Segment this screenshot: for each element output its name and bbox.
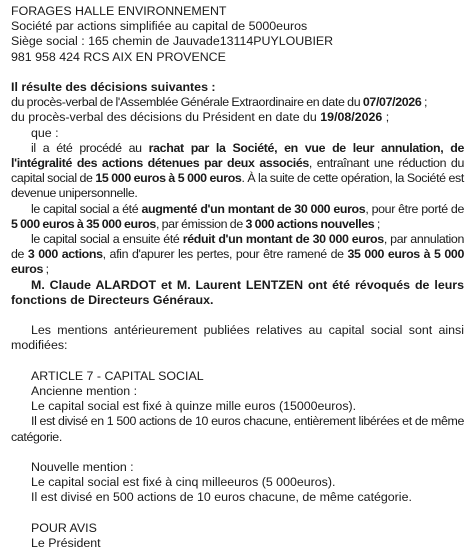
legal-form: Société par actions simplifiée au capital de 5000euros: [11, 19, 308, 34]
reduction-text-1: le capital social a ensuite été: [31, 232, 183, 247]
decision-source-president: [11, 110, 464, 125]
decision-item-buyback: [11, 141, 464, 202]
spacer: [11, 506, 464, 521]
reduction-text-2: , par annulation de: [11, 232, 464, 262]
buyback-text-1: il a été procédé au: [31, 140, 149, 155]
increase-text-1: le capital social a été: [31, 201, 142, 216]
buyback-bold-1: rachat par la Société, en vue de leur annulation, de l'intégralité des actions détenues par deux associés: [11, 140, 464, 171]
decisions-heading: [11, 80, 464, 95]
closing-pour-avis: POUR AVIS: [31, 520, 97, 535]
reduction-bold-2: 3 000 actions: [27, 247, 103, 262]
spacer: [11, 308, 464, 323]
signatory: Le Président: [31, 536, 101, 551]
spacer: [11, 65, 464, 80]
decision-item-revocation: [11, 278, 464, 308]
source-president-text: du procès-verbal des décisions du Président en date du: [11, 110, 321, 125]
revocation-bold: M. Claude ALARDOT et M. Laurent LENTZEN ont été révoqués de leurs fonctions de Directeurs Généraux.: [11, 277, 464, 307]
source-president-end: ;: [382, 110, 390, 125]
head-office: Siège social : 165 chemin de Jauvade13114PUYLOUBIER: [11, 34, 334, 49]
spacer: [11, 445, 464, 460]
buyback-bold-2: 15 000 euros à 5 000 euros: [95, 171, 242, 186]
buyback-text-2: , entraînant une réduction du capital social de: [11, 156, 464, 186]
modifications-intro: Les mentions antérieurement publiées relatives au capital social sont ainsi modifiées:: [11, 323, 464, 353]
registration-number: 981 958 424 RCS AIX EN PROVENCE: [11, 49, 226, 64]
increase-bold-1: augmenté d'un montant de 30 000 euros: [141, 201, 366, 216]
buyback-text-3: . À la suite de cette opération, la Société est devenue unipersonnelle.: [11, 171, 464, 201]
company-name: FORAGES HALLE ENVIRONNEMENT: [11, 4, 227, 18]
reduction-bold-3: 35 000 euros à 5 000 euros: [11, 247, 464, 277]
que-label: que :: [31, 125, 59, 140]
new-mention-shares: Il est divisé en 500 actions de 10 euros chacune, de même catégorie.: [31, 490, 412, 505]
decision-item-reduction: [11, 232, 464, 278]
old-mention-label: Ancienne mention :: [31, 384, 138, 399]
reduction-text-3: , afin d'apurer les pertes, pour être ramené de: [102, 247, 348, 262]
new-mention-capital: Le capital social est fixé à cinq milleeuros (5 000euros).: [31, 475, 336, 490]
decision-item-increase: [11, 202, 464, 232]
source-agm-text: du procès-verbal de l'Assemblée Générale Extraordinaire en date du: [11, 95, 363, 110]
increase-text-2: , pour être porté de: [365, 201, 464, 216]
article-title: ARTICLE 7 - CAPITAL SOCIAL: [31, 368, 204, 383]
source-president-date: 19/08/2026: [320, 110, 383, 125]
reduction-text-4: ;: [43, 262, 49, 277]
increase-bold-3: 3 000 actions nouvelles: [245, 216, 375, 231]
source-agm-date: 07/07/2026: [362, 95, 422, 110]
old-mention-shares: Il est divisé en 1 500 actions de 10 euros chacune, entièrement libérées et de même catégorie.: [11, 414, 464, 444]
new-mention-label: Nouvelle mention :: [31, 460, 134, 475]
decisions-heading-text: Il résulte des décisions suivantes :: [11, 80, 216, 94]
old-mention-capital: Le capital social est fixé à quinze mille euros (15000euros).: [31, 399, 357, 414]
increase-text-3: , par émission de: [155, 216, 246, 231]
reduction-bold-1: réduit d'un montant de 30 000 euros: [182, 232, 384, 247]
spacer: [11, 354, 464, 369]
increase-bold-2: 5 000 euros à 35 000 euros: [11, 216, 156, 231]
source-agm-end: ;: [421, 95, 428, 110]
decision-source-agm: [11, 95, 464, 110]
increase-text-4: ;: [374, 216, 381, 231]
legal-notice: [11, 4, 464, 551]
